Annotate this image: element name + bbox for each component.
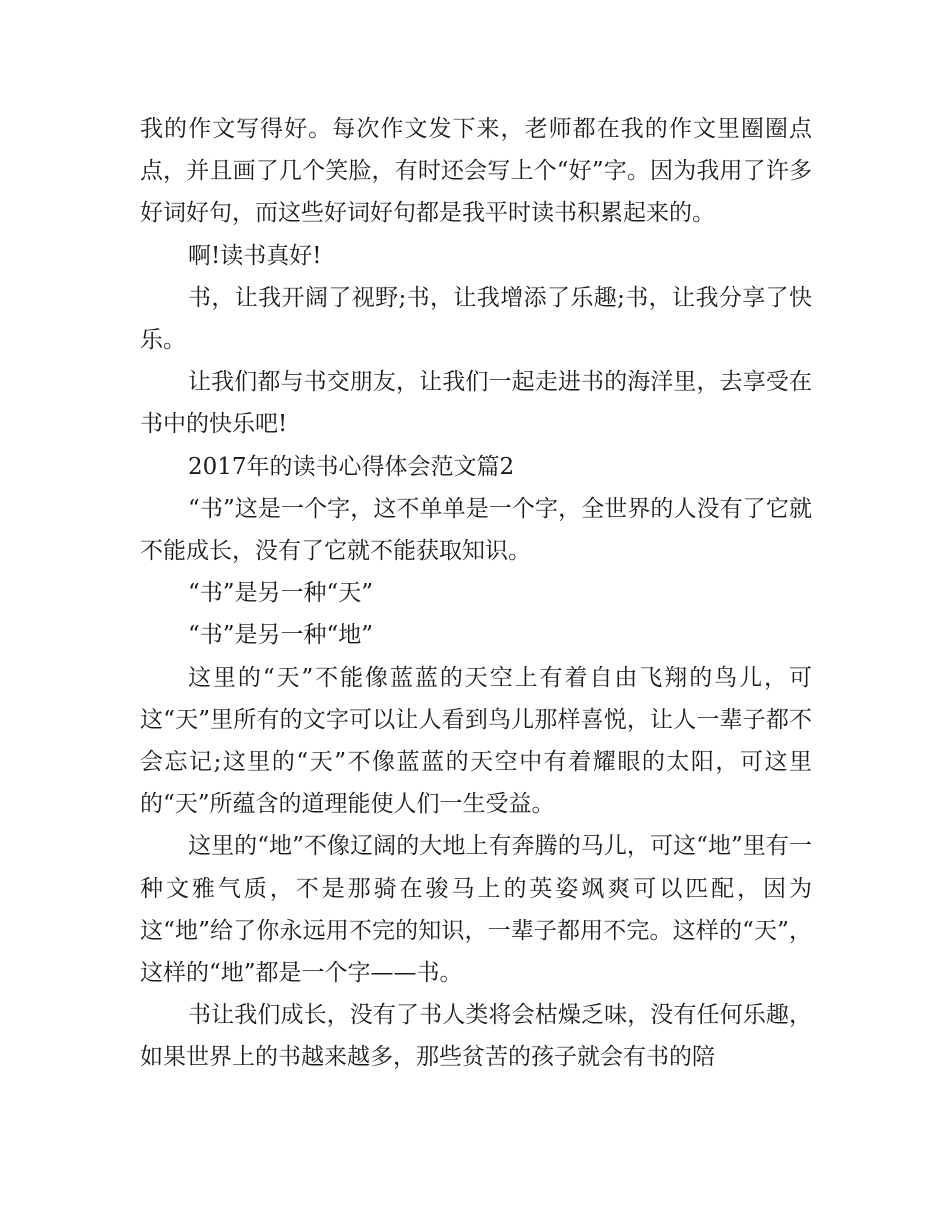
paragraph-another-earth: “书”是另一种“地”: [188, 622, 374, 649]
paragraph-book-benefits: 书，让我开阔了视野;书，让我增添了乐趣;书，让我分享了快乐。: [140, 284, 812, 354]
paragraph-another-sky: “书”是另一种“天”: [188, 580, 374, 607]
paragraph-essay-praise: 我的作文写得好。每次作文发下来，老师都在我的作文里圈圈点点，并且画了几个笑脸，有时还会写上个“好”字。因为我用了许多好词好句，而这些好词好句都是我平时读书积累起来的。: [140, 116, 812, 227]
article-body: [140, 108, 812, 1079]
section-title: 2017年的读书心得体会范文篇2: [188, 453, 515, 480]
paragraph-make-friends: 让我们都与书交朋友，让我们一起走进书的海洋里，去享受在书中的快乐吧!: [140, 369, 812, 438]
paragraph-book-word: “书”这是一个字，这不单单是一个字，全世界的人没有了它就不能成长，没有了它就不能获取知识。: [140, 495, 812, 565]
paragraph-sky-description: 这里的“天”不能像蓝蓝的天空上有着自由飞翔的鸟儿，可这“天”里所有的文字可以让人看到鸟儿那样喜悦，让人一辈子都不会忘记;这里的“天”不像蓝蓝的天空中有着耀眼的太阳，可这里的“天”所蕴含的道理能使人们一生受益。: [140, 664, 812, 818]
paragraph-books-help-grow: 书让我们成长，没有了书人类将会枯燥乏味，没有任何乐趣，如果世界上的书越来越多，那些贫苦的孩子就会有书的陪: [140, 1002, 812, 1071]
paragraph-earth-description: 这里的“地”不像辽阔的大地上有奔腾的马儿，可这“地”里有一种文雅气质，不是那骑在骏马上的英姿飒爽可以匹配，因为这“地”给了你永远用不完的知识，一辈子都用不完。这样的“天”，这样的“地”都是一个字——书。: [140, 833, 812, 987]
paragraph-exclamation: 啊!读书真好!: [188, 242, 322, 269]
